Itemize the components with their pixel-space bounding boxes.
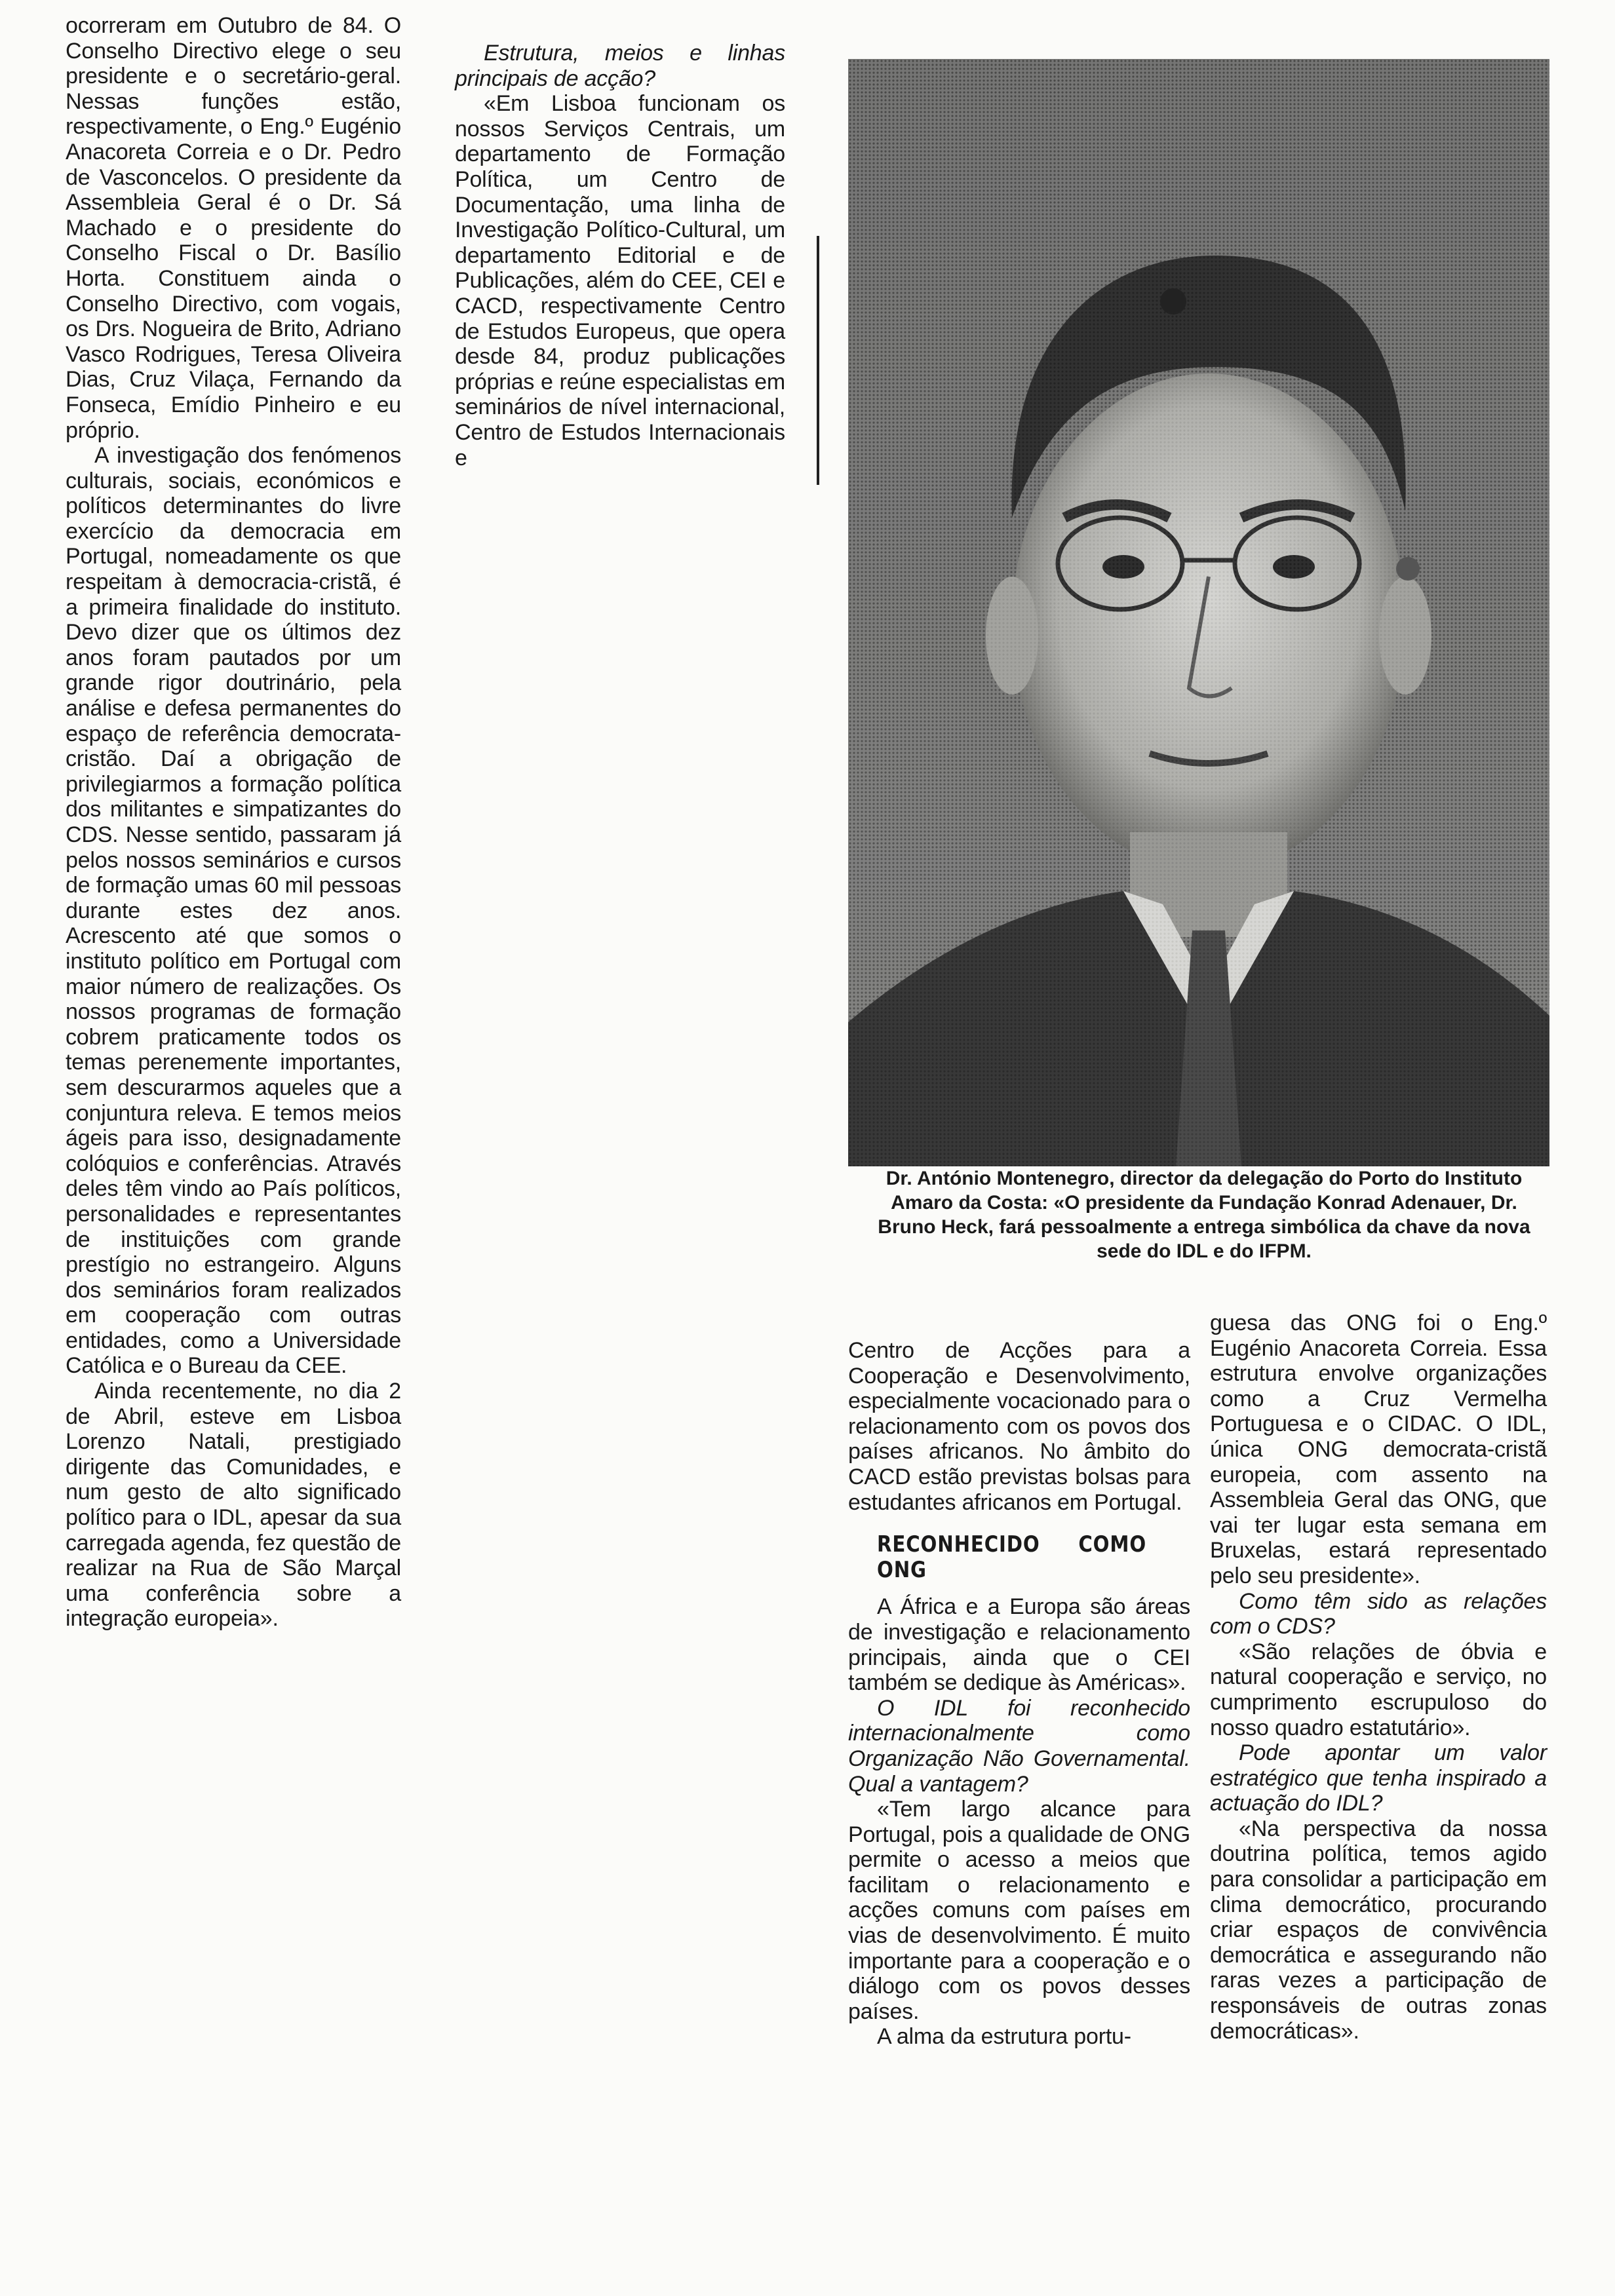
paragraph: Centro de Acções para a Cooperação e Desenvolvimento, especialmente vocacionado para o relacionamento com os povos dos países africanos. No âmbito do CACD estão previstas bolsas para estudantes africanos em Portugal.	[848, 1338, 1190, 1515]
print-dot	[1160, 288, 1186, 315]
column-rule	[817, 236, 819, 485]
portrait-image	[848, 59, 1549, 1166]
paragraph: A investigação dos fenómenos culturais, sociais, económicos e políticos determinantes do livre exercício da democracia em Portugal, nomeadamente os que respeitam à democracia-cristã, é a primeira finalidade do instituto. Devo dizer que os últimos dez anos foram pautados por um grande rigor doutrinário, pela análise e defesa permanentes do espaço de referência democrata-cristão. Daí a obrigação de privilegiarmos a formação política dos militantes e simpatizantes do CDS. Nesse sentido, passaram já pelos nossos seminários e cursos de formação umas 60 mil pessoas durante estes dez anos. Acrescento até que somos o instituto político em Portugal com maior número de realizações. Os nossos programas de formação cobrem praticamente todos os temas perenemente importantes, sem descurarmos aqueles que a conjuntura releva. E temos meios ágeis para isso, designadamente colóquios e conferências. Através deles têm vindo ao País políticos, personalidades e representantes de instituições com grande prestígio no estrangeiro. Alguns dos seminários foram realizados em cooperação com outras entidades, como a Universidade Católica e o Bureau da CEE.	[66, 443, 401, 1379]
photo-caption: Dr. António Montenegro, director da delegação do Porto do Instituto Amaro da Costa: «O presidente da Fundação Konrad Adenauer, Dr. Bruno Heck, fará pessoalmente a entrega simbólica da chave da nova sede do IDL e do IFPM.	[878, 1168, 1530, 1262]
paragraph: A alma da estrutura portu-	[877, 2024, 1131, 2050]
paragraph: ocorreram em Outubro de 84. O Conselho Directivo elege o seu presidente e o secretário-geral. Nessas funções estão, respectivamente, o Eng.º Eugénio Anacoreta Correia e o Dr. Pedro de Vasconcelos. O presidente da Assembleia Geral é o Dr. Sá Machado e o presidente do Conselho Fiscal o Dr. Basílio Horta. Constituem ainda o Conselho Directivo, com vogais, os Drs. Nogueira de Brito, Adriano Vasco Rodrigues, Teresa Oliveira Dias, Cruz Vilaça, Fernando da Fonseca, Emídio Pinheiro e eu próprio.	[66, 13, 401, 443]
paragraph: guesa das ONG foi o Eng.º Eugénio Anacoreta Correia. Essa estrutura envolve organizações como a Cruz Vermelha Portuguesa e o CIDAC. O IDL, única ONG democrata-cristã europeia, com assento na Assembleia Geral das ONG, que vai ter lugar esta semana em Bruxelas, estará representado pelo seu presidente».	[1210, 1311, 1547, 1588]
interview-question: O IDL foi reconhecido internacionalmente como Organização Não Governamental. Qual a vantagem?	[848, 1695, 1190, 1797]
paragraph: Ainda recentemente, no dia 2 de Abril, esteve em Lisboa Lorenzo Natali, prestigiado dirigente das Comunidades, e num gesto de alto significado político para o IDL, apesar da sua carregada agenda, fez questão de realizar na Rua de São Marçal uma conferência sobre a integração europeia».	[66, 1379, 401, 1632]
interview-question: Como têm sido as relações com o CDS?	[1210, 1588, 1547, 1639]
article-column-4	[1210, 1311, 1547, 2044]
paragraph: «Em Lisboa funcionam os nossos Serviços Centrais, um departamento de Formação Política, um Centro de Documentação, uma linha de Investigação Político-Cultural, um departamento Editorial e de Publicações, além do CEE, CEI e CACD, respectivamente Centro de Estudos Europeus, que opera desde 84, produz publicações próprias e reúne especialistas em seminários de nível internacional, Centro de Estudos Internacionais e	[455, 91, 785, 470]
article-column-3	[848, 1338, 1190, 2050]
article-column-2	[455, 41, 785, 470]
paragraph: «Na perspectiva da nossa doutrina política, temos agido para consolidar a participação em clima democrático, procurando criar espaços de convivência democrática e assegurando não raras vezes a participação de responsáveis de outras zonas democráticas».	[1210, 1816, 1547, 2044]
paragraph: A África e a Europa são áreas de investigação e relacionamento principais, ainda que o CEI também se dedique às Américas».	[848, 1594, 1190, 1696]
interview-question: Estrutura, meios e linhas principais de acção?	[455, 41, 785, 91]
paragraph: «São relações de óbvia e natural cooperação e serviço, no cumprimento escrupuloso do nosso quadro estatutário».	[1210, 1639, 1547, 1740]
interview-question: Pode apontar um valor estratégico que tenha inspirado a actuação do IDL?	[1210, 1740, 1547, 1816]
section-subheading: RECONHECIDO COMO ONG	[877, 1531, 1147, 1583]
article-column-1	[66, 13, 401, 1632]
paragraph: «Tem largo alcance para Portugal, pois a qualidade de ONG permite o acesso a meios que facilitam o relacionamento e acções comuns com países em vias de desenvolvimento. É muito importante para a cooperação e o diálogo com os povos desses países.	[848, 1797, 1190, 2024]
print-dot	[1396, 557, 1420, 581]
portrait-photo	[848, 59, 1549, 1166]
